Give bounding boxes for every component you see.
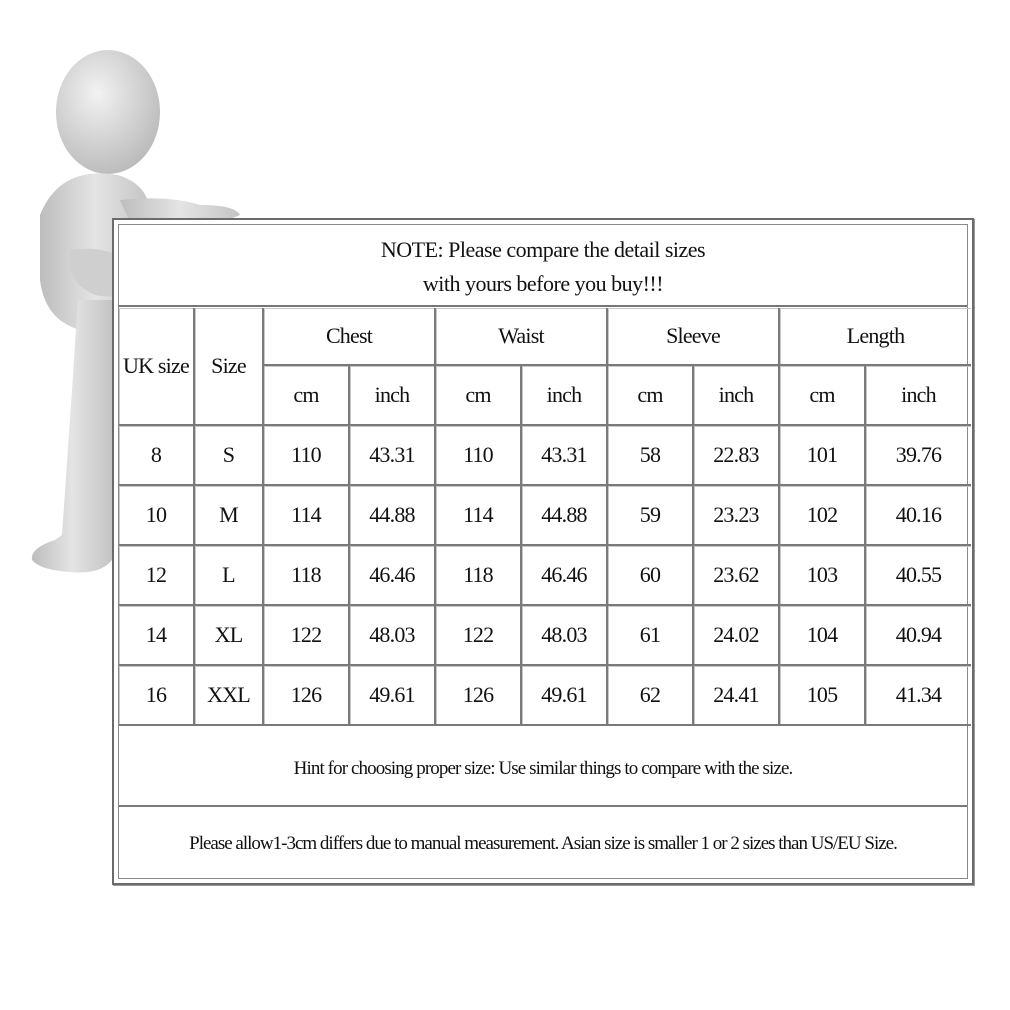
table-cell: 59 bbox=[608, 486, 694, 546]
table-cell: 114 bbox=[264, 486, 350, 546]
table-cell: 58 bbox=[608, 426, 694, 486]
table-row bbox=[119, 546, 971, 606]
unit-header: cm bbox=[608, 366, 694, 426]
table-cell: 122 bbox=[436, 606, 522, 666]
table-cell: S bbox=[195, 426, 264, 486]
table-cell: 24.41 bbox=[694, 666, 780, 726]
table-cell: 40.55 bbox=[866, 546, 971, 606]
table-cell: 49.61 bbox=[522, 666, 608, 726]
table-cell: 48.03 bbox=[522, 606, 608, 666]
unit-header: inch bbox=[522, 366, 608, 426]
table-cell: 39.76 bbox=[866, 426, 971, 486]
table-cell: 110 bbox=[264, 426, 350, 486]
table-header-row bbox=[119, 308, 971, 366]
table-cell: 24.02 bbox=[694, 606, 780, 666]
table-cell: 114 bbox=[436, 486, 522, 546]
table-cell: 46.46 bbox=[350, 546, 436, 606]
table-cell: L bbox=[195, 546, 264, 606]
table-row bbox=[119, 486, 971, 546]
table-cell: XL bbox=[195, 606, 264, 666]
table-cell: 14 bbox=[119, 606, 195, 666]
table-cell: 122 bbox=[264, 606, 350, 666]
table-cell: 8 bbox=[119, 426, 195, 486]
table-body bbox=[119, 426, 971, 726]
size-table bbox=[119, 308, 971, 726]
table-row bbox=[119, 426, 971, 486]
unit-header: cm bbox=[264, 366, 350, 426]
unit-header: inch bbox=[350, 366, 436, 426]
table-cell: 118 bbox=[264, 546, 350, 606]
table-cell: 126 bbox=[436, 666, 522, 726]
table-cell: 103 bbox=[780, 546, 866, 606]
table-cell: 43.31 bbox=[522, 426, 608, 486]
table-cell: M bbox=[195, 486, 264, 546]
size-chart-sign bbox=[112, 218, 974, 885]
table-cell: 23.23 bbox=[694, 486, 780, 546]
table-cell: 101 bbox=[780, 426, 866, 486]
table-cell: 44.88 bbox=[350, 486, 436, 546]
table-cell: 110 bbox=[436, 426, 522, 486]
chest-header: Chest bbox=[264, 308, 436, 366]
table-cell: 105 bbox=[780, 666, 866, 726]
unit-header: inch bbox=[694, 366, 780, 426]
table-cell: 126 bbox=[264, 666, 350, 726]
table-cell: 41.34 bbox=[866, 666, 971, 726]
table-cell: 12 bbox=[119, 546, 195, 606]
table-cell: 118 bbox=[436, 546, 522, 606]
unit-header: cm bbox=[780, 366, 866, 426]
table-cell: 62 bbox=[608, 666, 694, 726]
size-hint: Hint for choosing proper size: Use similar things to compare with the size. bbox=[119, 733, 967, 807]
table-cell: 49.61 bbox=[350, 666, 436, 726]
table-cell: 48.03 bbox=[350, 606, 436, 666]
waist-header: Waist bbox=[436, 308, 608, 366]
table-cell: XXL bbox=[195, 666, 264, 726]
measurement-note: Please allow1-3cm differs due to manual measurement. Asian size is smaller 1 or 2 sizes than US/EU Size. bbox=[189, 832, 897, 854]
table-row bbox=[119, 666, 971, 726]
table-cell: 60 bbox=[608, 546, 694, 606]
note-line-1: NOTE: Please compare the detail sizes bbox=[380, 237, 706, 262]
sleeve-header: Sleeve bbox=[608, 308, 780, 366]
table-cell: 46.46 bbox=[522, 546, 608, 606]
table-cell: 44.88 bbox=[522, 486, 608, 546]
table-cell: 104 bbox=[780, 606, 866, 666]
table-cell: 40.16 bbox=[866, 486, 971, 546]
table-row bbox=[119, 606, 971, 666]
figure-head bbox=[56, 50, 160, 174]
note-line-2: with yours before you buy!!! bbox=[422, 271, 664, 296]
unit-header: inch bbox=[866, 366, 971, 426]
table-cell: 22.83 bbox=[694, 426, 780, 486]
figure-leg bbox=[32, 300, 112, 573]
table-cell: 43.31 bbox=[350, 426, 436, 486]
table-cell: 16 bbox=[119, 666, 195, 726]
table-cell: 23.62 bbox=[694, 546, 780, 606]
unit-header: cm bbox=[436, 366, 522, 426]
size-header: Size bbox=[195, 308, 264, 426]
table-cell: 102 bbox=[780, 486, 866, 546]
table-cell: 61 bbox=[608, 606, 694, 666]
uk-size-header: UK size bbox=[119, 308, 195, 426]
table-cell: 10 bbox=[119, 486, 195, 546]
table-cell: 40.94 bbox=[866, 606, 971, 666]
size-chart-frame bbox=[118, 224, 968, 879]
note-header bbox=[119, 225, 967, 307]
length-header: Length bbox=[780, 308, 971, 366]
